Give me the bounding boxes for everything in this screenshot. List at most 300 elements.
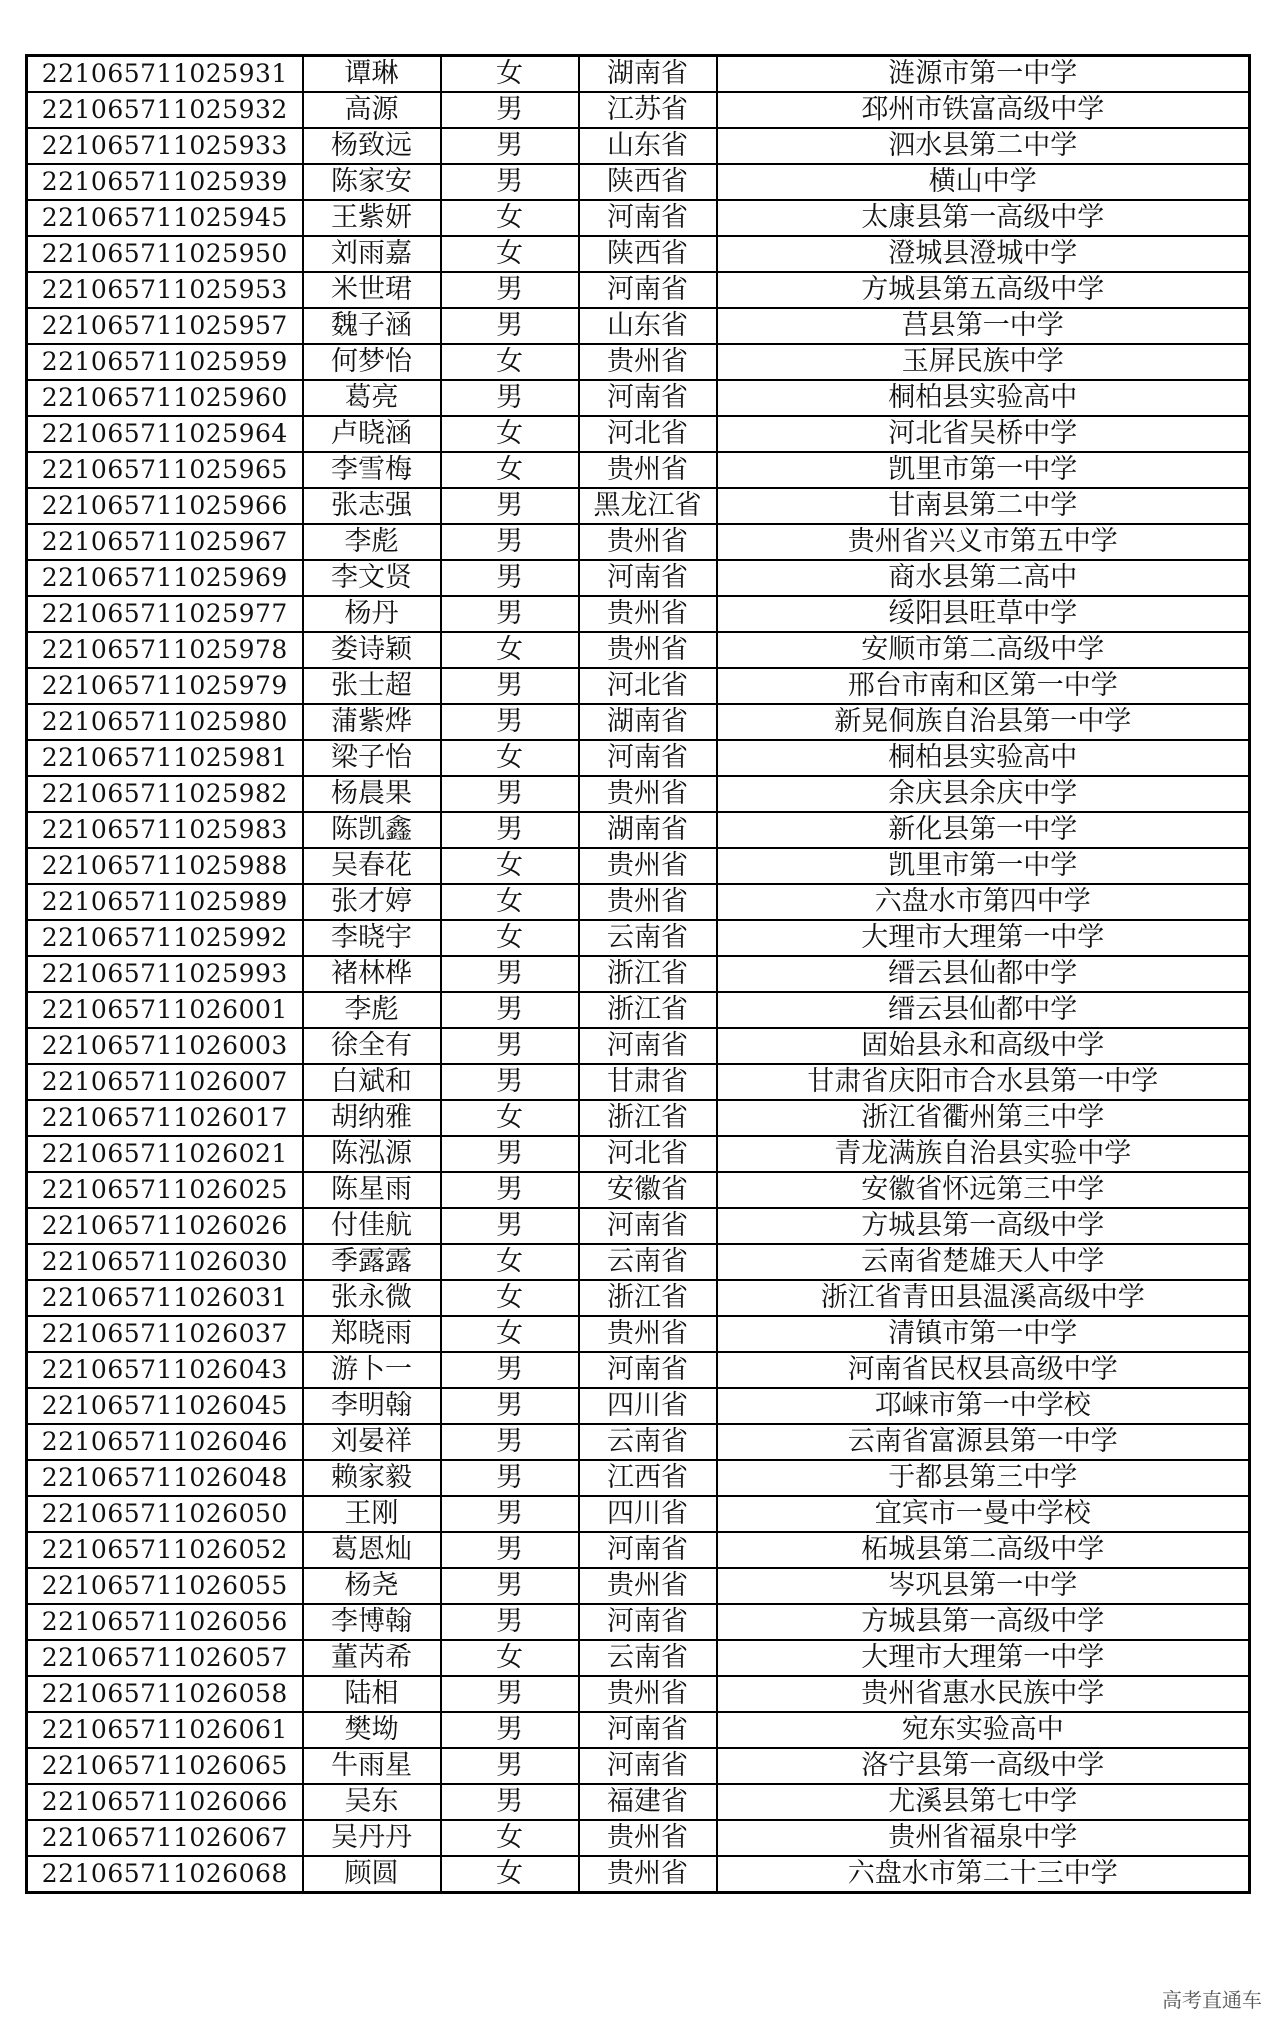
- school-cell: 洛宁县第一高级中学: [717, 1748, 1250, 1784]
- exam-id-cell: 221065711025980: [27, 704, 303, 740]
- gender-cell: 女: [441, 920, 579, 956]
- name-cell: 李明翰: [303, 1388, 441, 1424]
- exam-id-cell: 221065711025992: [27, 920, 303, 956]
- table-row: [27, 344, 1250, 380]
- exam-id-cell: 221065711025982: [27, 776, 303, 812]
- exam-id-cell: 221065711025931: [27, 56, 303, 93]
- province-cell: 四川省: [579, 1496, 717, 1532]
- gender-cell: 男: [441, 308, 579, 344]
- province-cell: 云南省: [579, 920, 717, 956]
- name-cell: 李晓宇: [303, 920, 441, 956]
- name-cell: 白斌和: [303, 1064, 441, 1100]
- province-cell: 贵州省: [579, 884, 717, 920]
- exam-id-cell: 221065711026056: [27, 1604, 303, 1640]
- table-row: [27, 1568, 1250, 1604]
- school-cell: 方城县第五高级中学: [717, 272, 1250, 308]
- province-cell: 江苏省: [579, 92, 717, 128]
- exam-id-cell: 221065711025965: [27, 452, 303, 488]
- exam-id-cell: 221065711025959: [27, 344, 303, 380]
- name-cell: 葛恩灿: [303, 1532, 441, 1568]
- province-cell: 贵州省: [579, 596, 717, 632]
- gender-cell: 男: [441, 560, 579, 596]
- name-cell: 谭琳: [303, 56, 441, 93]
- school-cell: 涟源市第一中学: [717, 56, 1250, 93]
- name-cell: 牛雨星: [303, 1748, 441, 1784]
- school-cell: 桐柏县实验高中: [717, 380, 1250, 416]
- exam-id-cell: 221065711025945: [27, 200, 303, 236]
- gender-cell: 男: [441, 992, 579, 1028]
- school-cell: 邛崃市第一中学校: [717, 1388, 1250, 1424]
- name-cell: 王刚: [303, 1496, 441, 1532]
- table-row: [27, 632, 1250, 668]
- table-row: [27, 812, 1250, 848]
- gender-cell: 男: [441, 1424, 579, 1460]
- exam-id-cell: 221065711026037: [27, 1316, 303, 1352]
- school-cell: 安徽省怀远第三中学: [717, 1172, 1250, 1208]
- gender-cell: 男: [441, 1208, 579, 1244]
- exam-id-cell: 221065711025979: [27, 668, 303, 704]
- gender-cell: 女: [441, 1316, 579, 1352]
- name-cell: 吴春花: [303, 848, 441, 884]
- school-cell: 贵州省兴义市第五中学: [717, 524, 1250, 560]
- school-cell: 泗水县第二中学: [717, 128, 1250, 164]
- province-cell: 浙江省: [579, 1100, 717, 1136]
- table-row: [27, 1748, 1250, 1784]
- province-cell: 河北省: [579, 416, 717, 452]
- province-cell: 贵州省: [579, 1820, 717, 1856]
- exam-id-cell: 221065711025981: [27, 740, 303, 776]
- exam-id-cell: 221065711025932: [27, 92, 303, 128]
- province-cell: 河南省: [579, 272, 717, 308]
- school-cell: 宜宾市一曼中学校: [717, 1496, 1250, 1532]
- school-cell: 六盘水市第二十三中学: [717, 1856, 1250, 1893]
- name-cell: 张永微: [303, 1280, 441, 1316]
- table-row: [27, 416, 1250, 452]
- table-row: [27, 1136, 1250, 1172]
- school-cell: 甘肃省庆阳市合水县第一中学: [717, 1064, 1250, 1100]
- table-row: [27, 1424, 1250, 1460]
- exam-id-cell: 221065711026058: [27, 1676, 303, 1712]
- table-row: [27, 920, 1250, 956]
- school-cell: 宛东实验高中: [717, 1712, 1250, 1748]
- gender-cell: 男: [441, 1604, 579, 1640]
- gender-cell: 男: [441, 92, 579, 128]
- province-cell: 贵州省: [579, 452, 717, 488]
- school-cell: 柘城县第二高级中学: [717, 1532, 1250, 1568]
- province-cell: 甘肃省: [579, 1064, 717, 1100]
- province-cell: 黑龙江省: [579, 488, 717, 524]
- school-cell: 尤溪县第七中学: [717, 1784, 1250, 1820]
- school-cell: 太康县第一高级中学: [717, 200, 1250, 236]
- exam-id-cell: 221065711026007: [27, 1064, 303, 1100]
- table-row: [27, 92, 1250, 128]
- province-cell: 湖南省: [579, 56, 717, 93]
- exam-id-cell: 221065711025933: [27, 128, 303, 164]
- exam-id-cell: 221065711026061: [27, 1712, 303, 1748]
- table-row: [27, 848, 1250, 884]
- school-cell: 安顺市第二高级中学: [717, 632, 1250, 668]
- name-cell: 游卜一: [303, 1352, 441, 1388]
- table-row: [27, 56, 1250, 93]
- province-cell: 福建省: [579, 1784, 717, 1820]
- gender-cell: 女: [441, 1640, 579, 1676]
- gender-cell: 男: [441, 1568, 579, 1604]
- school-cell: 绥阳县旺草中学: [717, 596, 1250, 632]
- gender-cell: 男: [441, 1460, 579, 1496]
- table-row: [27, 488, 1250, 524]
- table-row: [27, 380, 1250, 416]
- province-cell: 河南省: [579, 560, 717, 596]
- name-cell: 陈凯鑫: [303, 812, 441, 848]
- school-cell: 浙江省青田县温溪高级中学: [717, 1280, 1250, 1316]
- exam-id-cell: 221065711025978: [27, 632, 303, 668]
- exam-id-cell: 221065711026052: [27, 1532, 303, 1568]
- table-row: [27, 308, 1250, 344]
- table-row: [27, 1064, 1250, 1100]
- school-cell: 岑巩县第一中学: [717, 1568, 1250, 1604]
- name-cell: 徐全有: [303, 1028, 441, 1064]
- name-cell: 米世珺: [303, 272, 441, 308]
- exam-id-cell: 221065711026066: [27, 1784, 303, 1820]
- exam-id-cell: 221065711025969: [27, 560, 303, 596]
- school-cell: 浙江省衢州第三中学: [717, 1100, 1250, 1136]
- name-cell: 杨丹: [303, 596, 441, 632]
- table-row: [27, 1028, 1250, 1064]
- province-cell: 贵州省: [579, 1316, 717, 1352]
- name-cell: 张志强: [303, 488, 441, 524]
- gender-cell: 男: [441, 128, 579, 164]
- exam-id-cell: 221065711026017: [27, 1100, 303, 1136]
- table-row: [27, 1208, 1250, 1244]
- name-cell: 梁子怡: [303, 740, 441, 776]
- name-cell: 张士超: [303, 668, 441, 704]
- name-cell: 付佳航: [303, 1208, 441, 1244]
- gender-cell: 女: [441, 416, 579, 452]
- school-cell: 于都县第三中学: [717, 1460, 1250, 1496]
- school-cell: 凯里市第一中学: [717, 452, 1250, 488]
- exam-id-cell: 221065711026050: [27, 1496, 303, 1532]
- name-cell: 葛亮: [303, 380, 441, 416]
- table-row: [27, 1100, 1250, 1136]
- school-cell: 大理市大理第一中学: [717, 1640, 1250, 1676]
- table-row: [27, 992, 1250, 1028]
- province-cell: 河南省: [579, 1712, 717, 1748]
- table-row: [27, 1820, 1250, 1856]
- exam-id-cell: 221065711026003: [27, 1028, 303, 1064]
- gender-cell: 男: [441, 380, 579, 416]
- gender-cell: 男: [441, 1784, 579, 1820]
- gender-cell: 男: [441, 488, 579, 524]
- gender-cell: 男: [441, 704, 579, 740]
- exam-id-cell: 221065711026045: [27, 1388, 303, 1424]
- gender-cell: 男: [441, 1748, 579, 1784]
- exam-id-cell: 221065711026048: [27, 1460, 303, 1496]
- province-cell: 云南省: [579, 1424, 717, 1460]
- province-cell: 湖南省: [579, 704, 717, 740]
- school-cell: 澄城县澄城中学: [717, 236, 1250, 272]
- name-cell: 蒲紫烨: [303, 704, 441, 740]
- province-cell: 河北省: [579, 1136, 717, 1172]
- school-cell: 凯里市第一中学: [717, 848, 1250, 884]
- gender-cell: 男: [441, 1352, 579, 1388]
- gender-cell: 男: [441, 1064, 579, 1100]
- name-cell: 高源: [303, 92, 441, 128]
- table-row: [27, 1388, 1250, 1424]
- table-row: [27, 1316, 1250, 1352]
- gender-cell: 男: [441, 164, 579, 200]
- name-cell: 褚林桦: [303, 956, 441, 992]
- province-cell: 河南省: [579, 740, 717, 776]
- school-cell: 青龙满族自治县实验中学: [717, 1136, 1250, 1172]
- gender-cell: 男: [441, 1532, 579, 1568]
- name-cell: 樊坳: [303, 1712, 441, 1748]
- province-cell: 河南省: [579, 1748, 717, 1784]
- gender-cell: 女: [441, 236, 579, 272]
- exam-id-cell: 221065711026055: [27, 1568, 303, 1604]
- exam-id-cell: 221065711025950: [27, 236, 303, 272]
- name-cell: 吴东: [303, 1784, 441, 1820]
- table-row: [27, 1712, 1250, 1748]
- province-cell: 陕西省: [579, 164, 717, 200]
- exam-id-cell: 221065711025960: [27, 380, 303, 416]
- province-cell: 贵州省: [579, 1676, 717, 1712]
- table-row: [27, 1784, 1250, 1820]
- school-cell: 余庆县余庆中学: [717, 776, 1250, 812]
- province-cell: 河南省: [579, 1028, 717, 1064]
- exam-id-cell: 221065711025939: [27, 164, 303, 200]
- province-cell: 陕西省: [579, 236, 717, 272]
- province-cell: 四川省: [579, 1388, 717, 1424]
- name-cell: 刘晏祥: [303, 1424, 441, 1460]
- province-cell: 湖南省: [579, 812, 717, 848]
- province-cell: 贵州省: [579, 776, 717, 812]
- name-cell: 董芮希: [303, 1640, 441, 1676]
- province-cell: 浙江省: [579, 992, 717, 1028]
- name-cell: 陈家安: [303, 164, 441, 200]
- name-cell: 何梦怡: [303, 344, 441, 380]
- table-row: [27, 1352, 1250, 1388]
- gender-cell: 女: [441, 740, 579, 776]
- province-cell: 云南省: [579, 1640, 717, 1676]
- province-cell: 贵州省: [579, 524, 717, 560]
- gender-cell: 女: [441, 344, 579, 380]
- table-row: [27, 596, 1250, 632]
- gender-cell: 男: [441, 524, 579, 560]
- province-cell: 贵州省: [579, 1568, 717, 1604]
- table-row: [27, 1640, 1250, 1676]
- gender-cell: 女: [441, 452, 579, 488]
- gender-cell: 男: [441, 812, 579, 848]
- name-cell: 杨尧: [303, 1568, 441, 1604]
- school-cell: 邢台市南和区第一中学: [717, 668, 1250, 704]
- exam-id-cell: 221065711025993: [27, 956, 303, 992]
- gender-cell: 男: [441, 596, 579, 632]
- school-cell: 商水县第二高中: [717, 560, 1250, 596]
- gender-cell: 男: [441, 272, 579, 308]
- name-cell: 吴丹丹: [303, 1820, 441, 1856]
- name-cell: 张才婷: [303, 884, 441, 920]
- school-cell: 邳州市铁富高级中学: [717, 92, 1250, 128]
- school-cell: 六盘水市第四中学: [717, 884, 1250, 920]
- province-cell: 山东省: [579, 128, 717, 164]
- gender-cell: 男: [441, 668, 579, 704]
- school-cell: 云南省楚雄天人中学: [717, 1244, 1250, 1280]
- name-cell: 杨致远: [303, 128, 441, 164]
- school-cell: 新晃侗族自治县第一中学: [717, 704, 1250, 740]
- name-cell: 赖家毅: [303, 1460, 441, 1496]
- name-cell: 刘雨嘉: [303, 236, 441, 272]
- name-cell: 陈星雨: [303, 1172, 441, 1208]
- gender-cell: 男: [441, 1388, 579, 1424]
- exam-id-cell: 221065711026043: [27, 1352, 303, 1388]
- exam-id-cell: 221065711025967: [27, 524, 303, 560]
- gender-cell: 男: [441, 956, 579, 992]
- name-cell: 顾圆: [303, 1856, 441, 1893]
- school-cell: 新化县第一中学: [717, 812, 1250, 848]
- table-row: [27, 1280, 1250, 1316]
- school-cell: 莒县第一中学: [717, 308, 1250, 344]
- table-row: [27, 236, 1250, 272]
- table-row: [27, 272, 1250, 308]
- exam-id-cell: 221065711025953: [27, 272, 303, 308]
- table-row: [27, 1532, 1250, 1568]
- name-cell: 李文贤: [303, 560, 441, 596]
- school-cell: 缙云县仙都中学: [717, 956, 1250, 992]
- gender-cell: 男: [441, 1676, 579, 1712]
- exam-id-cell: 221065711025983: [27, 812, 303, 848]
- table-row: [27, 200, 1250, 236]
- name-cell: 李彪: [303, 524, 441, 560]
- school-cell: 固始县永和高级中学: [717, 1028, 1250, 1064]
- exam-id-cell: 221065711026046: [27, 1424, 303, 1460]
- gender-cell: 女: [441, 1820, 579, 1856]
- name-cell: 陆相: [303, 1676, 441, 1712]
- name-cell: 郑晓雨: [303, 1316, 441, 1352]
- province-cell: 安徽省: [579, 1172, 717, 1208]
- table-body: [27, 56, 1250, 1893]
- province-cell: 贵州省: [579, 1856, 717, 1893]
- table-row: [27, 1244, 1250, 1280]
- school-cell: 方城县第一高级中学: [717, 1604, 1250, 1640]
- admission-list-table: [25, 54, 1251, 1894]
- school-cell: 河南省民权县高级中学: [717, 1352, 1250, 1388]
- name-cell: 魏子涵: [303, 308, 441, 344]
- gender-cell: 女: [441, 884, 579, 920]
- province-cell: 贵州省: [579, 848, 717, 884]
- table-row: [27, 1604, 1250, 1640]
- province-cell: 河南省: [579, 1208, 717, 1244]
- province-cell: 河南省: [579, 380, 717, 416]
- exam-id-cell: 221065711026030: [27, 1244, 303, 1280]
- gender-cell: 女: [441, 1280, 579, 1316]
- table-row: [27, 884, 1250, 920]
- exam-id-cell: 221065711026001: [27, 992, 303, 1028]
- exam-id-cell: 221065711026067: [27, 1820, 303, 1856]
- province-cell: 贵州省: [579, 344, 717, 380]
- name-cell: 卢晓涵: [303, 416, 441, 452]
- table-row: [27, 452, 1250, 488]
- table-row: [27, 524, 1250, 560]
- table-row: [27, 776, 1250, 812]
- table-row: [27, 1460, 1250, 1496]
- school-cell: 河北省吴桥中学: [717, 416, 1250, 452]
- name-cell: 季露露: [303, 1244, 441, 1280]
- exam-id-cell: 221065711026065: [27, 1748, 303, 1784]
- name-cell: 李博翰: [303, 1604, 441, 1640]
- province-cell: 河北省: [579, 668, 717, 704]
- school-cell: 横山中学: [717, 164, 1250, 200]
- table-row: [27, 560, 1250, 596]
- gender-cell: 男: [441, 1028, 579, 1064]
- exam-id-cell: 221065711026068: [27, 1856, 303, 1893]
- province-cell: 山东省: [579, 308, 717, 344]
- province-cell: 浙江省: [579, 956, 717, 992]
- table-row: [27, 956, 1250, 992]
- gender-cell: 女: [441, 848, 579, 884]
- school-cell: 大理市大理第一中学: [717, 920, 1250, 956]
- exam-id-cell: 221065711025964: [27, 416, 303, 452]
- exam-id-cell: 221065711025977: [27, 596, 303, 632]
- exam-id-cell: 221065711025989: [27, 884, 303, 920]
- exam-id-cell: 221065711025957: [27, 308, 303, 344]
- gender-cell: 男: [441, 1712, 579, 1748]
- province-cell: 河南省: [579, 1352, 717, 1388]
- exam-id-cell: 221065711026026: [27, 1208, 303, 1244]
- gender-cell: 女: [441, 632, 579, 668]
- school-cell: 甘南县第二中学: [717, 488, 1250, 524]
- school-cell: 缙云县仙都中学: [717, 992, 1250, 1028]
- gender-cell: 女: [441, 200, 579, 236]
- name-cell: 李彪: [303, 992, 441, 1028]
- watermark-text: 高考直通车: [1162, 1988, 1262, 2012]
- name-cell: 陈泓源: [303, 1136, 441, 1172]
- table-row: [27, 1676, 1250, 1712]
- gender-cell: 女: [441, 1244, 579, 1280]
- school-cell: 贵州省福泉中学: [717, 1820, 1250, 1856]
- province-cell: 浙江省: [579, 1280, 717, 1316]
- table-row: [27, 128, 1250, 164]
- exam-id-cell: 221065711025966: [27, 488, 303, 524]
- gender-cell: 男: [441, 1172, 579, 1208]
- province-cell: 江西省: [579, 1460, 717, 1496]
- exam-id-cell: 221065711026057: [27, 1640, 303, 1676]
- school-cell: 方城县第一高级中学: [717, 1208, 1250, 1244]
- school-cell: 云南省富源县第一中学: [717, 1424, 1250, 1460]
- exam-id-cell: 221065711026025: [27, 1172, 303, 1208]
- province-cell: 河南省: [579, 1532, 717, 1568]
- province-cell: 贵州省: [579, 632, 717, 668]
- gender-cell: 男: [441, 1496, 579, 1532]
- name-cell: 王紫妍: [303, 200, 441, 236]
- gender-cell: 女: [441, 1856, 579, 1893]
- exam-id-cell: 221065711025988: [27, 848, 303, 884]
- province-cell: 云南省: [579, 1244, 717, 1280]
- school-cell: 玉屏民族中学: [717, 344, 1250, 380]
- table-row: [27, 1856, 1250, 1893]
- exam-id-cell: 221065711026021: [27, 1136, 303, 1172]
- name-cell: 李雪梅: [303, 452, 441, 488]
- table-row: [27, 668, 1250, 704]
- name-cell: 杨晨果: [303, 776, 441, 812]
- exam-id-cell: 221065711026031: [27, 1280, 303, 1316]
- province-cell: 河南省: [579, 200, 717, 236]
- table-row: [27, 740, 1250, 776]
- table-row: [27, 704, 1250, 740]
- school-cell: 桐柏县实验高中: [717, 740, 1250, 776]
- gender-cell: 女: [441, 1100, 579, 1136]
- table-row: [27, 1496, 1250, 1532]
- table-row: [27, 164, 1250, 200]
